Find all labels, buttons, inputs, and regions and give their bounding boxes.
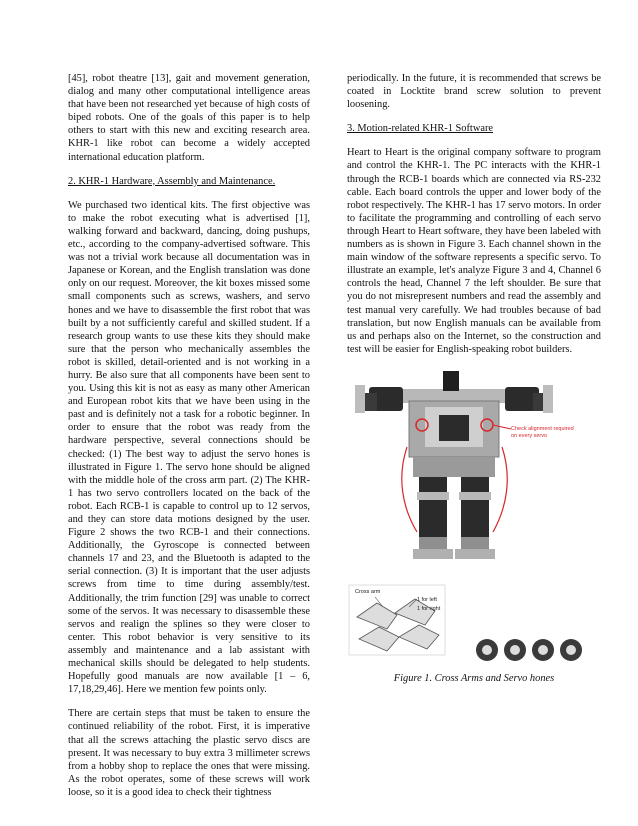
left-column [68, 72, 310, 810]
left-paragraph-1: [45], robot theatre [13], gait and movement generation, dialog and many other computational intelligence areas that have been not researched yet because of high costs of biped robots. One of the goals of this paper is to help others to start with this new and exciting research area. KHR-1 like robot can become a widely accepted international education platform. [68, 73, 310, 163]
callout-text: Check alignment required [511, 425, 574, 432]
servo-hones [476, 639, 582, 661]
figure-1 [347, 367, 601, 687]
figure-1-caption: Figure 1. Cross Arms and Servo hones [393, 672, 555, 684]
left-paragraph-2: We purchased two identical kits. The first objective was to make the robot executing what is advertised [1], walking forward and backward, dancing, doing pushups, etc., according to the company-advertised software. This was not a trivial work because all documentation was in Japanese or Korean, and the English translation was done only on our request. Moreover, the kit boxes missed some small components such as screws, washers, and servo hones and we have to disassemble the first robot that was built by a not sufficiently careful and skilled student. If a research group wants to use these kits they should make sure that the person who mechanically assembles the robot is skilled, detail-oriented and is not working in a hurry. Be also sure that all components have been sent to you. Using this kit is not as easy as many other American and European robot kits that we have been using in the past and is definitely not a task for a robotic beginner. In order to ensure that the robot was ready from the hardware perspective, several connections should be checked: (1) The best way to adjust the servo hones is illustrated in Figure 1. The servo hone should be aligned with the middle hole of the cross arm part. (2) The KHR-1 has two servo controllers located on the back of the robot. Each RCB-1 is capable to control up to 12 servos, and they can store data motions designed by the user. Figure 2 shows the two RCB-1 and their connections. Additionally, the Gyroscope is connected between channels 17 and 23, and the Bluetooth is adapted to the serial connection. (3) It is important that the user adjusts screws from time to time during assembly/test. Additionally, the trim function [29] was unable to correct some of the servos. It was necessary to disassemble these servos and realign the splines so they were closer to center. This robot behavior is very sensitive to its assembly and maintenance and a lab assistant with mechanical skills should be delegated to help students. Hopefully good manuals are now available [1 – 6, 17,18,29,46]. Here we mention few points only. [68, 199, 310, 696]
section-2-heading: 2. KHR-1 Hardware, Assembly and Maintenance. [68, 175, 276, 187]
svg-text:on every servo: on every servo [511, 432, 548, 439]
right-paragraph-2: Heart to Heart is the original company software to program and control the KHR-1. The PC interacts with the KHR-1 through the RCB-1 boards which are connected via RS-232 cable. Each board controls the upper and lower body of the robot respectively. The KHR-1 has 17 servo motors. In order to facilitate the programming and controlling of each servo through Heart to Heart software, they have been labeled with numbers as is shown in Figure 3. Each channel shown in the main window of the software represents a specific servo. To illustrate an example, let's analyze Figure 3 and 4, Channel 6 controls the head, Channel 7 the left shoulder. Be sure that you do not misrepresent numbers and read the assembly and test manual very carefully. We had troubles because of bad translation, but now English manuals can be available from us and perhaps also on the Internet, so the construction and test will be easier for English-speaking robot builders. [347, 147, 601, 355]
section-3-heading: 3. Motion-related KHR-1 Software [347, 123, 494, 135]
label-right: 1 for right [417, 605, 441, 612]
right-column [347, 72, 601, 687]
right-paragraph-1: periodically. In the future, it is recommended that screws be coated in Locktite brand screw solution to prevent loosening. [347, 73, 601, 111]
label-left: 1 for left [417, 596, 437, 603]
cross-arm-label: Cross arm [355, 588, 381, 595]
robot-photo [355, 371, 553, 559]
left-paragraph-3: There are certain steps that must be taken to ensure the continued reliability of the robot. First, it is imperative that all the screws attaching the plastic servo discs are present. It was necessary to buy extra 3 millimeter screws from a hobby shop to replace the ones that were missing. As the robot operates, some of these screws will work loose, so it is a good idea to check their tightness [68, 708, 310, 798]
cross-arm-diagram [349, 585, 445, 655]
figure-1-illustration [347, 367, 601, 667]
